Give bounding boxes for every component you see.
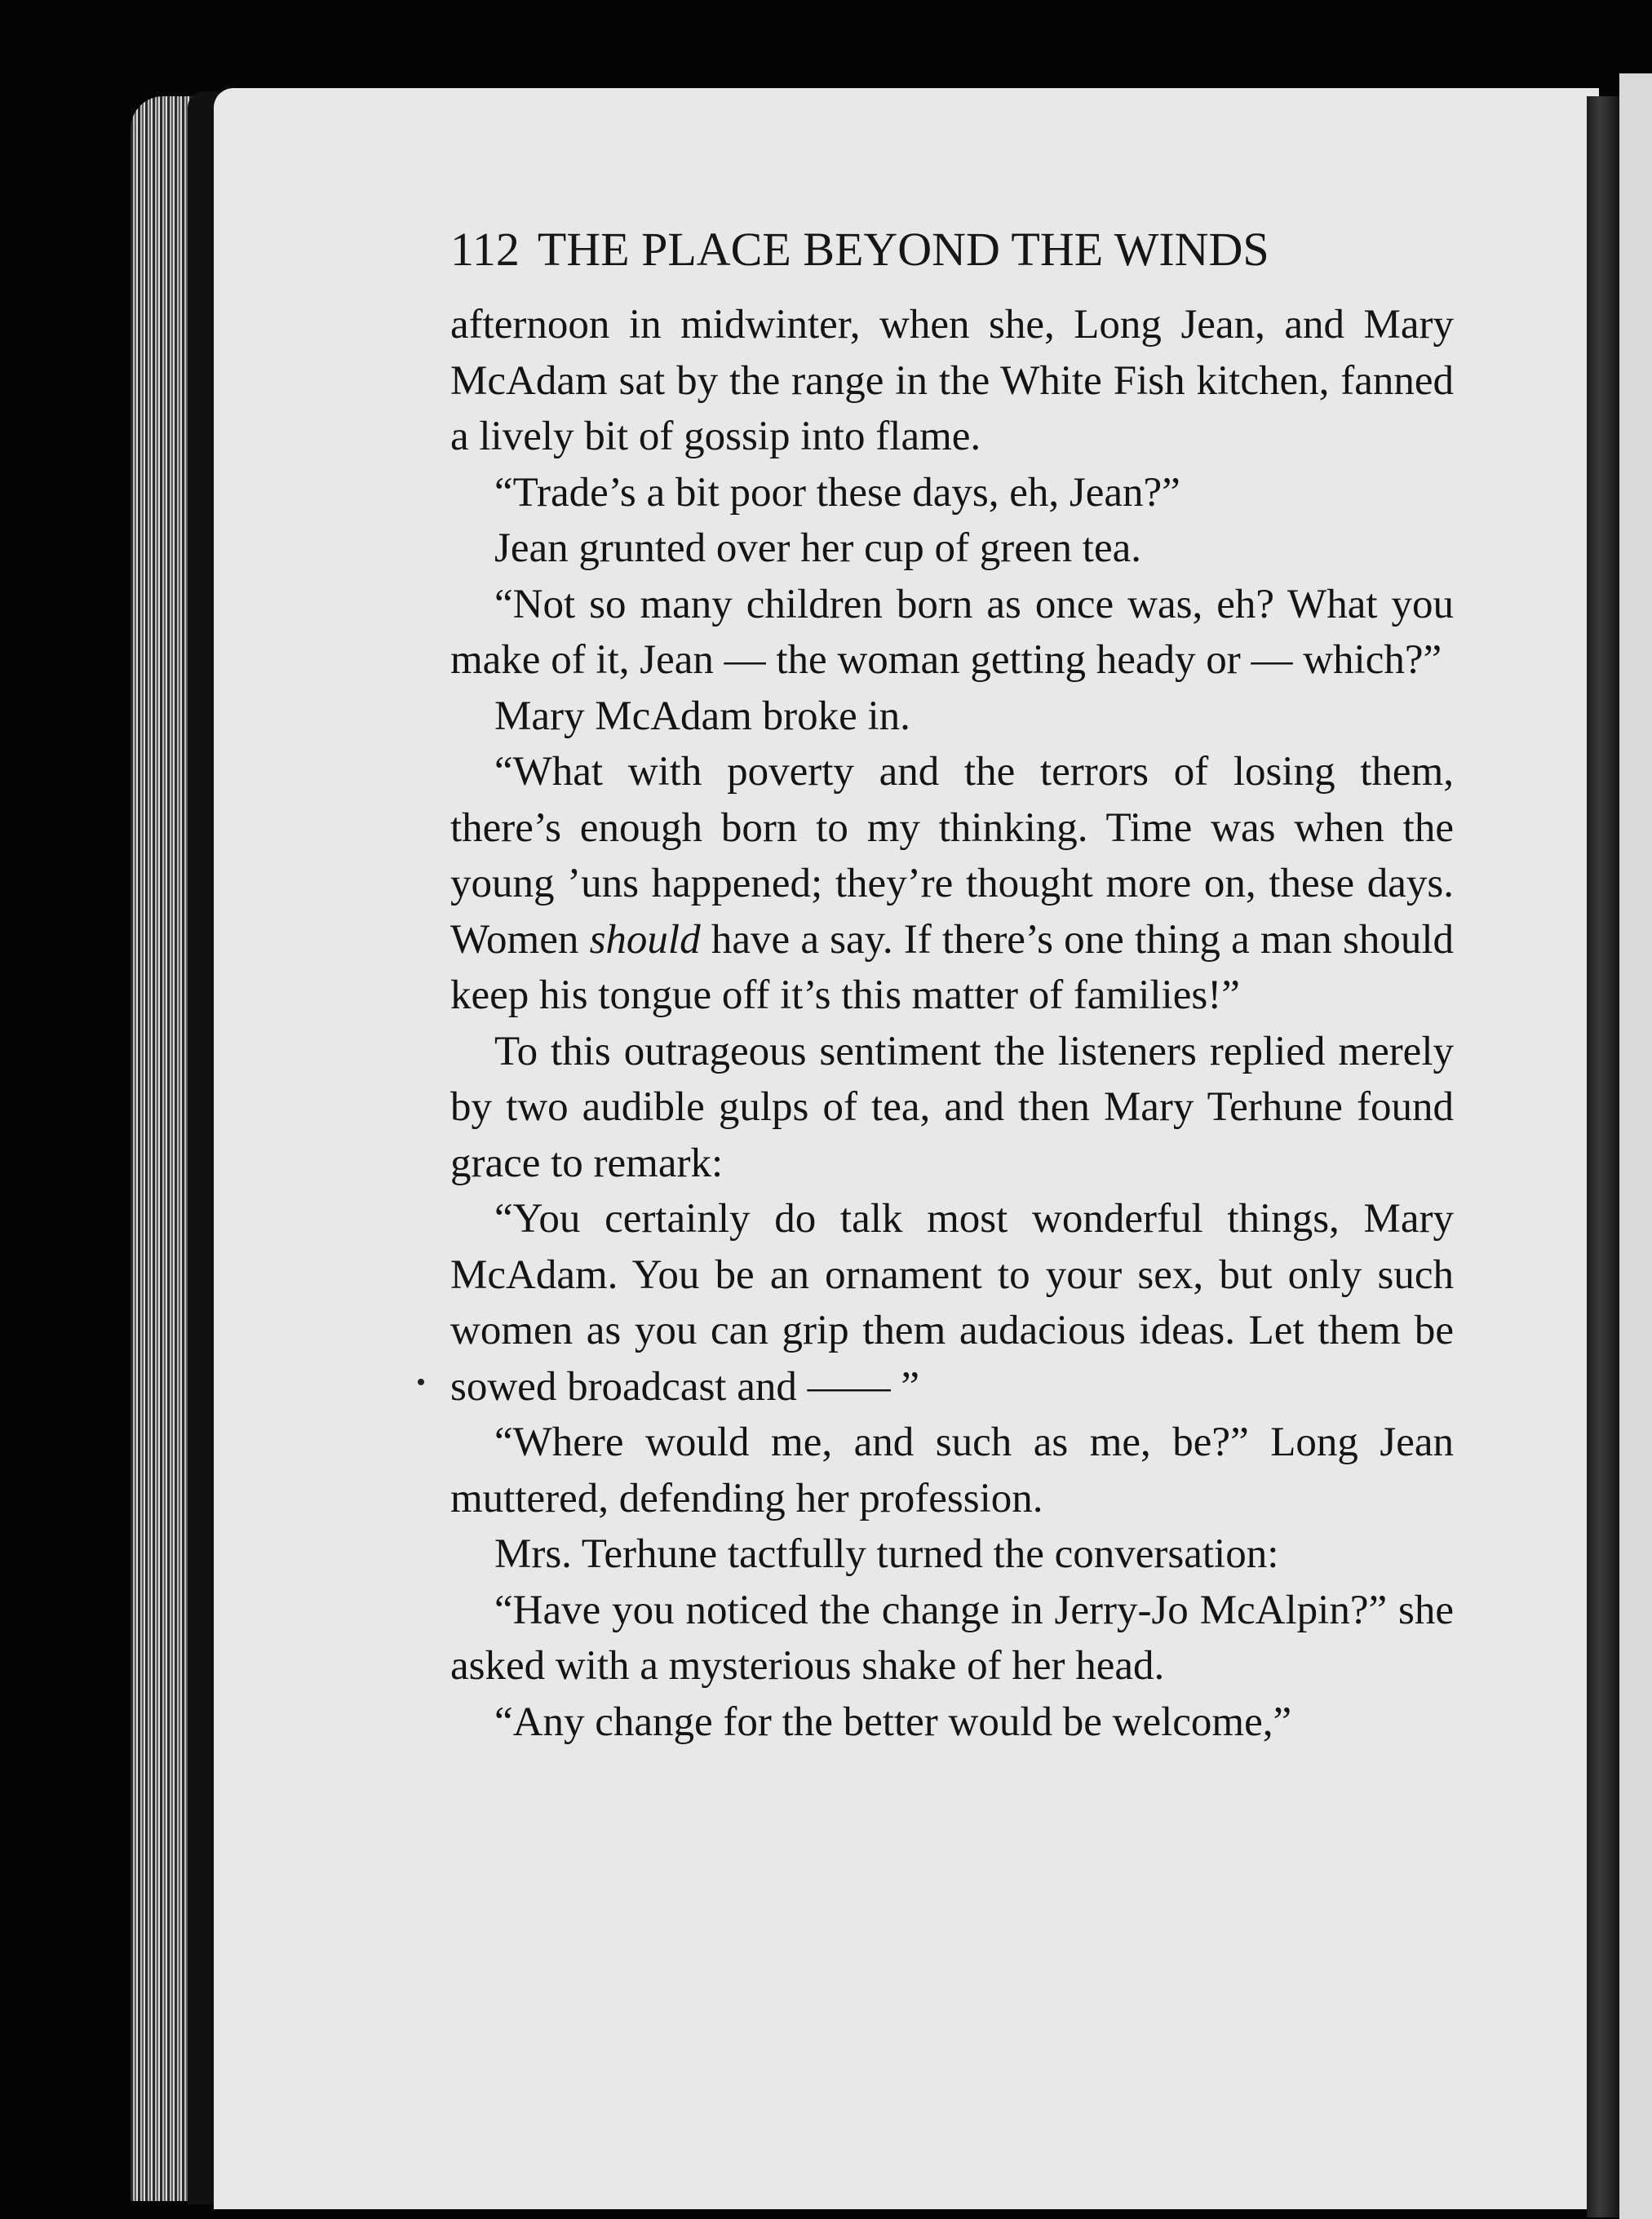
paragraph-10: Mrs. Terhune tactfully turned the conversation: <box>494 1531 1279 1577</box>
running-header <box>450 222 1454 277</box>
paragraph-6-part-1: “What with poverty and the terrors of losing them, there’s enough born to my thinking. Time was when the young ’uns happened; they’re thought more on, these days. Women <box>450 749 1454 963</box>
emphasized-word: should <box>589 916 701 963</box>
running-title: THE PLACE BEYOND THE WINDS <box>537 223 1269 276</box>
book-gutter <box>1587 96 1619 2217</box>
paragraph-5: Mary McAdam broke in. <box>494 693 910 739</box>
paragraph-2: “Trade’s a bit poor these days, eh, Jean?” <box>494 469 1180 516</box>
paragraph-6 <box>450 744 1454 1024</box>
paragraph-8: “You certainly do talk most wonderful things, Mary McAdam. You be an ornament to your sex, but only such women as you can grip them audacious ideas. Let them be sowed broadcast and —— ” <box>450 1196 1454 1410</box>
paragraph-3: Jean grunted over her cup of green tea. <box>494 525 1141 571</box>
facing-page-edge <box>1619 73 1652 2219</box>
paragraph-12: “Any change for the better would be welcome,” <box>494 1699 1292 1745</box>
paragraph-7: To this outrageous sentiment the listeners replied merely by two audible gulps of tea, and then Mary Terhune found grace to remark: <box>450 1028 1454 1186</box>
page-number: 112 <box>450 223 520 276</box>
paragraph-6-part-2: have a say. If there’s one thing a man should keep his tongue off it’s this matter of families!” <box>450 916 1454 1018</box>
body-text <box>450 297 1454 1750</box>
paragraph-11: “Have you noticed the change in Jerry-Jo McAlpin?” she asked with a mysterious shake of her head. <box>450 1587 1454 1689</box>
paragraph-9: “Where would me, and such as me, be?” Long Jean muttered, defending her profession. <box>450 1420 1454 1521</box>
paragraph-4: “Not so many children born as once was, eh? What you make of it, Jean — the woman getting heady or — which?” <box>450 581 1454 683</box>
paragraph-1: afternoon in midwinter, when she, Long Jean, and Mary McAdam sat by the range in the White Fish kitchen, fanned a lively bit of gossip into flame. <box>450 302 1454 459</box>
margin-mark <box>418 1379 424 1385</box>
